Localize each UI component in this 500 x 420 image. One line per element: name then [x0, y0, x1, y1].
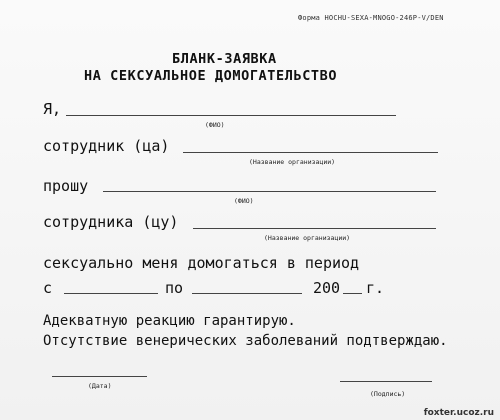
form-title: БЛАНК-ЗАЯВКА — [172, 51, 277, 67]
label-employee: сотрудник (ца) — [43, 137, 170, 155]
date-to-field-line[interactable] — [192, 293, 302, 294]
target-name-field-line[interactable] — [103, 191, 436, 192]
label-i: Я, — [43, 100, 62, 118]
label-request: прошу — [43, 177, 89, 195]
form-code: Форма HOCHU-SEXA-MNOGO-246P-V/DEN — [298, 14, 444, 22]
statement-health: Отсутствие венерических заболеваний подтверждаю. — [43, 333, 448, 349]
date-signature-line[interactable] — [52, 376, 147, 377]
date-to-label: по — [165, 279, 184, 297]
organization-hint: (Название организации) — [249, 158, 336, 166]
date-from-label: с — [43, 279, 53, 297]
target-organization-field-line[interactable] — [193, 228, 436, 229]
statement-guarantee: Адекватную реакцию гарантирую. — [43, 313, 296, 329]
date-from-field-line[interactable] — [64, 293, 158, 294]
year-field-line[interactable] — [343, 293, 362, 294]
target-organization-hint: (Название организации) — [264, 234, 351, 242]
form-subtitle: НА СЕКСУАЛЬНОЕ ДОМОГАТЕЛЬСТВО — [84, 68, 338, 84]
year-suffix: г. — [366, 279, 385, 297]
date-hint: (Дата) — [88, 382, 112, 390]
name-hint: (ФИО) — [205, 121, 225, 129]
year-prefix: 200 — [313, 279, 341, 297]
target-name-hint: (ФИО) — [234, 197, 254, 205]
watermark: foxter.ucoz.ru — [423, 408, 494, 418]
name-field-line[interactable] — [66, 115, 396, 116]
label-employee-target: сотрудника (цу) — [43, 213, 179, 231]
signature-hint: (Подпись) — [370, 390, 406, 398]
signature-line[interactable] — [340, 381, 432, 382]
organization-field-line[interactable] — [183, 152, 438, 153]
period-text: сексуально меня домогаться в период — [43, 254, 360, 272]
